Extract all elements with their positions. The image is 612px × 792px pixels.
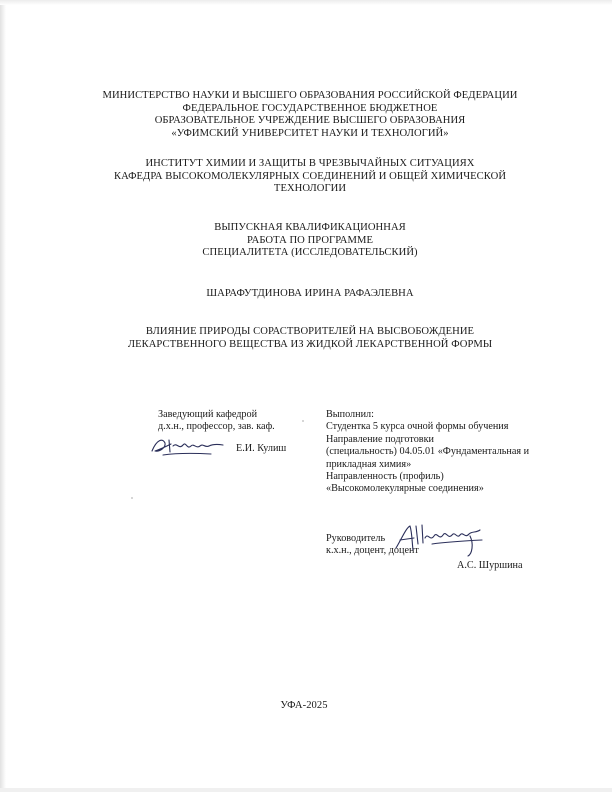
- author-name: [80, 288, 540, 301]
- work-type-line: ВЫПУСКНАЯ КВАЛИФИКАЦИОННАЯ: [214, 222, 406, 233]
- performed-by-block: [326, 409, 536, 496]
- department-name: КАФЕДРА ВЫСОКОМОЛЕКУЛЯРНЫХ СОЕДИНЕНИЙ И ОБЩЕЙ ХИМИЧЕСКОЙ: [113, 170, 507, 182]
- university-name: «УФИМСКИЙ УНИВЕРСИТЕТ НАУКИ И ТЕХНОЛОГИЙ»: [171, 127, 449, 139]
- profile-value: «Высокомолекулярные соединения»: [326, 483, 484, 495]
- city-year-text: УФА-2025: [280, 700, 328, 711]
- ministry-line: ФЕДЕРАЛЬНОЕ ГОСУДАРСТВЕННОЕ БЮДЖЕТНОЕ: [182, 102, 438, 114]
- department-name-cont: ТЕХНОЛОГИИ: [273, 183, 347, 195]
- author-name-text: ШАРАФУТДИНОВА ИРИНА РАФАЭЛЕВНА: [206, 288, 414, 299]
- supervisor-name: А.С. Шуршина: [457, 560, 523, 571]
- scan-shadow-bottom: [0, 788, 612, 792]
- city-year: [254, 700, 354, 713]
- head-degree: д.х.н., профессор, зав. каф.: [158, 421, 275, 433]
- ministry-header: [80, 90, 540, 140]
- topic-line: ВЛИЯНИЕ ПРИРОДЫ СОРАСТВОРИТЕЛЕЙ НА ВЫСВОБОЖДЕНИЕ: [145, 326, 475, 337]
- ministry-line: ОБРАЗОВАТЕЛЬНОЕ УЧРЕЖДЕНИЕ ВЫСШЕГО ОБРАЗОВАНИЯ: [154, 115, 466, 127]
- performed-label: Выполнил:: [326, 409, 374, 420]
- head-signature-icon: [149, 434, 229, 458]
- institute-header: [80, 158, 540, 196]
- profile-label: Направленность (профиль): [326, 471, 444, 483]
- institute-name: ИНСТИТУТ ХИМИИ И ЗАЩИТЫ В ЧРЕЗВЫЧАЙНЫХ СИТУАЦИЯХ: [145, 158, 475, 169]
- work-type: [80, 222, 540, 260]
- head-label: Заведующий кафедрой: [158, 409, 258, 420]
- direction-value: (специальность) 04.05.01 «Фундаментальная и: [326, 446, 530, 458]
- head-of-department-block: [158, 409, 308, 434]
- direction-label: Направление подготовки: [326, 433, 435, 445]
- thesis-topic: [80, 326, 540, 351]
- scan-speck: [302, 420, 304, 422]
- supervisor-label: Руководитель: [326, 533, 386, 544]
- scan-shadow-top: [0, 0, 612, 5]
- work-type-line: РАБОТА ПО ПРОГРАММЕ: [247, 234, 373, 246]
- topic-line: ЛЕКАРСТВЕННОГО ВЕЩЕСТВА ИЗ ЖИДКОЙ ЛЕКАРСТВЕННОЙ ФОРМЫ: [127, 338, 493, 350]
- head-name: Е.И. Кулиш: [236, 443, 287, 454]
- student-info: Студентка 5 курса очной формы обучения: [326, 421, 509, 433]
- direction-value-cont: прикладная химия»: [326, 458, 412, 470]
- supervisor-degree: к.х.н., доцент, доцент: [326, 545, 419, 557]
- scan-speck: [131, 497, 133, 499]
- supervisor-signature-icon: [392, 520, 502, 558]
- work-type-line: СПЕЦИАЛИТЕТА (ИССЛЕДОВАТЕЛЬСКИЙ): [202, 247, 418, 259]
- scan-shadow-left: [0, 0, 6, 792]
- ministry-line: МИНИСТЕРСТВО НАУКИ И ВЫСШЕГО ОБРАЗОВАНИЯ РОССИЙСКОЙ ФЕДЕРАЦИИ: [102, 90, 518, 101]
